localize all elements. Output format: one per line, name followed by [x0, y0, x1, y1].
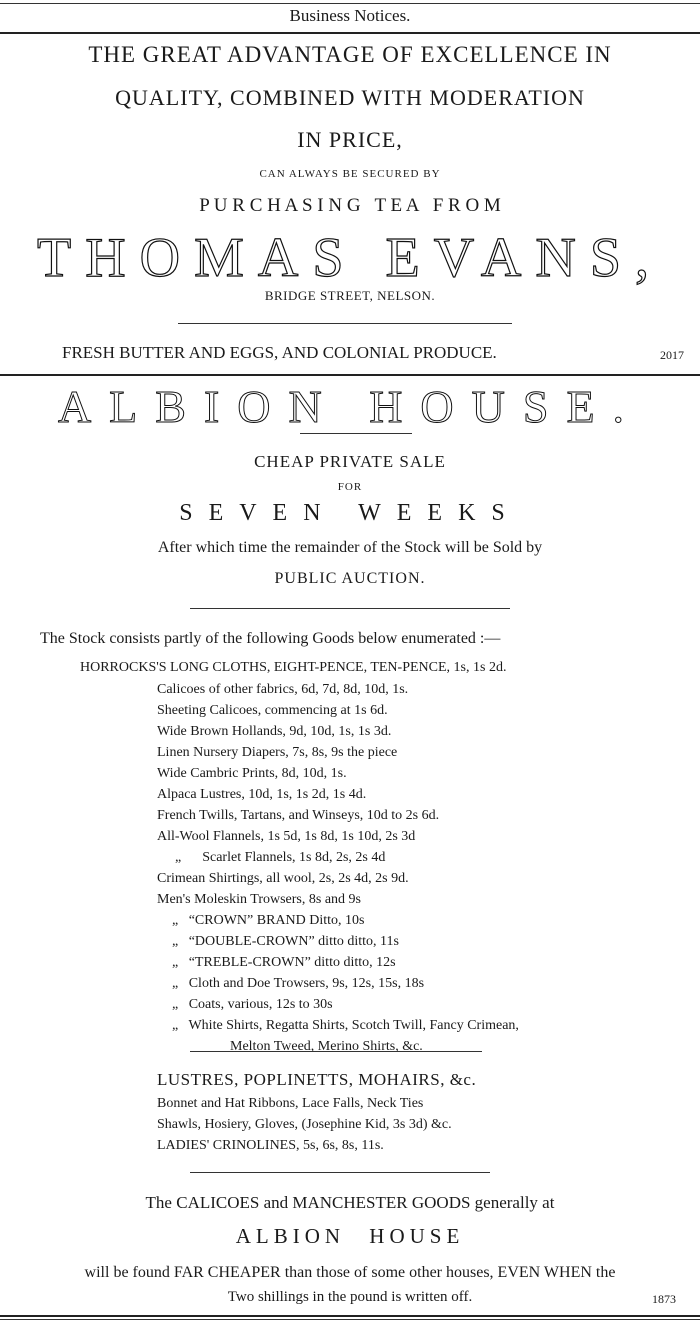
evans-headline-2: QUALITY, COMBINED WITH MODERATION [115, 85, 585, 110]
after-text: After which time the remainder of the Stock will be Sold by [157, 539, 543, 556]
section-title: Business Notices. [289, 6, 411, 25]
list-item: Melton Tweed, Merino Shirts, &c. [230, 1039, 423, 1054]
list-item: „ Coats, various, 12s to 30s [172, 997, 333, 1012]
list-item: „ “CROWN” BRAND Ditto, 10s [172, 913, 365, 928]
evans-headline-1: THE GREAT ADVANTAGE OF EXCELLENCE IN [88, 42, 612, 67]
list-item: Shawls, Hosiery, Gloves, (Josephine Kid, 3s 3d) &c. [157, 1117, 452, 1132]
bottom-rule [0, 1315, 700, 1317]
list-item: Sheeting Calicoes, commencing at 1s 6d. [157, 703, 388, 718]
for-word: FOR [337, 481, 363, 493]
merchant-name: THOMAS EVANS, [37, 227, 663, 289]
closing-house: ALBION HOUSE [235, 1224, 465, 1248]
evans-headline-3: IN PRICE, [297, 127, 403, 152]
sale-line: CHEAP PRIVATE SALE [254, 452, 446, 471]
lead-item: HORROCKS'S LONG CLOTHS, EIGHT-PENCE, TEN-PENCE, 1s, 1s 2d. [80, 660, 507, 675]
list-item: French Twills, Tartans, and Winseys, 10d to 2s 6d. [157, 808, 440, 823]
albion-divider-2 [190, 1051, 482, 1052]
closing-line-3: Two shillings in the pound is written off. [227, 1289, 473, 1305]
albion-divider-1 [190, 608, 510, 609]
albion-divider-3 [190, 1172, 490, 1173]
evans-purchasing: P U R C H A S I N G T E A F R O M [199, 195, 501, 216]
list-item: „ White Shirts, Regatta Shirts, Scotch Twill, Fancy Crimean, [172, 1018, 519, 1033]
albion-title: ALBION HOUSE. [57, 381, 643, 432]
list-item: Crimean Shirtings, all wool, 2s, 2s 4d, 2s 9d. [157, 871, 409, 886]
list-item: „ Scarlet Flannels, 1s 8d, 2s, 2s 4d [175, 850, 386, 865]
bottom-rule-thin [0, 1319, 700, 1320]
closing-line-1: The CALICOES and MANCHESTER GOODS generally at [145, 1193, 555, 1212]
closing-line-2: will be found FAR CHEAPER than those of some other houses, EVEN WHEN the [84, 1264, 616, 1281]
list-item: All-Wool Flannels, 1s 5d, 1s 8d, 1s 10d, 2s 3d [157, 829, 416, 844]
list-item: „ “DOUBLE-CROWN” ditto ditto, 11s [172, 934, 399, 949]
evans-ad-number: 2017 [660, 348, 684, 362]
list-item: Wide Brown Hollands, 9d, 10d, 1s, 1s 3d. [157, 724, 392, 739]
evans-address: BRIDGE STREET, NELSON. [264, 288, 436, 303]
list-item: LADIES' CRINOLINES, 5s, 6s, 8s, 11s. [157, 1138, 384, 1153]
list-item: „ Cloth and Doe Trowsers, 9s, 12s, 15s, 18s [172, 976, 425, 991]
public-auction: PUBLIC AUCTION. [274, 570, 426, 587]
list-item: Men's Moleskin Trowsers, 8s and 9s [157, 892, 361, 907]
top-rule [0, 3, 700, 4]
list-item: „ “TREBLE-CROWN” ditto ditto, 12s [172, 955, 396, 970]
albion-ad-number: 1873 [652, 1292, 676, 1306]
evans-divider [178, 323, 512, 324]
stock-intro: The Stock consists partly of the following Goods below enumerated :— [40, 630, 501, 647]
evans-produce: FRESH BUTTER AND EGGS, AND COLONIAL PRODUCE. [62, 343, 497, 362]
sale-duration: SEVEN WEEKS [179, 500, 521, 526]
ad-separator [0, 374, 700, 376]
albion-short-rule [300, 433, 412, 434]
header-rule [0, 32, 700, 34]
list-item: Linen Nursery Diapers, 7s, 8s, 9s the piece [157, 745, 398, 760]
lustres-heading: LUSTRES, POPLINETTS, MOHAIRS, &c. [157, 1070, 477, 1089]
evans-subline: CAN ALWAYS BE SECURED BY [259, 168, 441, 180]
list-item: Wide Cambric Prints, 8d, 10d, 1s. [157, 766, 347, 781]
list-item: Alpaca Lustres, 10d, 1s, 1s 2d, 1s 4d. [157, 787, 367, 802]
list-item: Calicoes of other fabrics, 6d, 7d, 8d, 10d, 1s. [157, 682, 409, 697]
list-item: Bonnet and Hat Ribbons, Lace Falls, Neck Ties [157, 1096, 424, 1111]
